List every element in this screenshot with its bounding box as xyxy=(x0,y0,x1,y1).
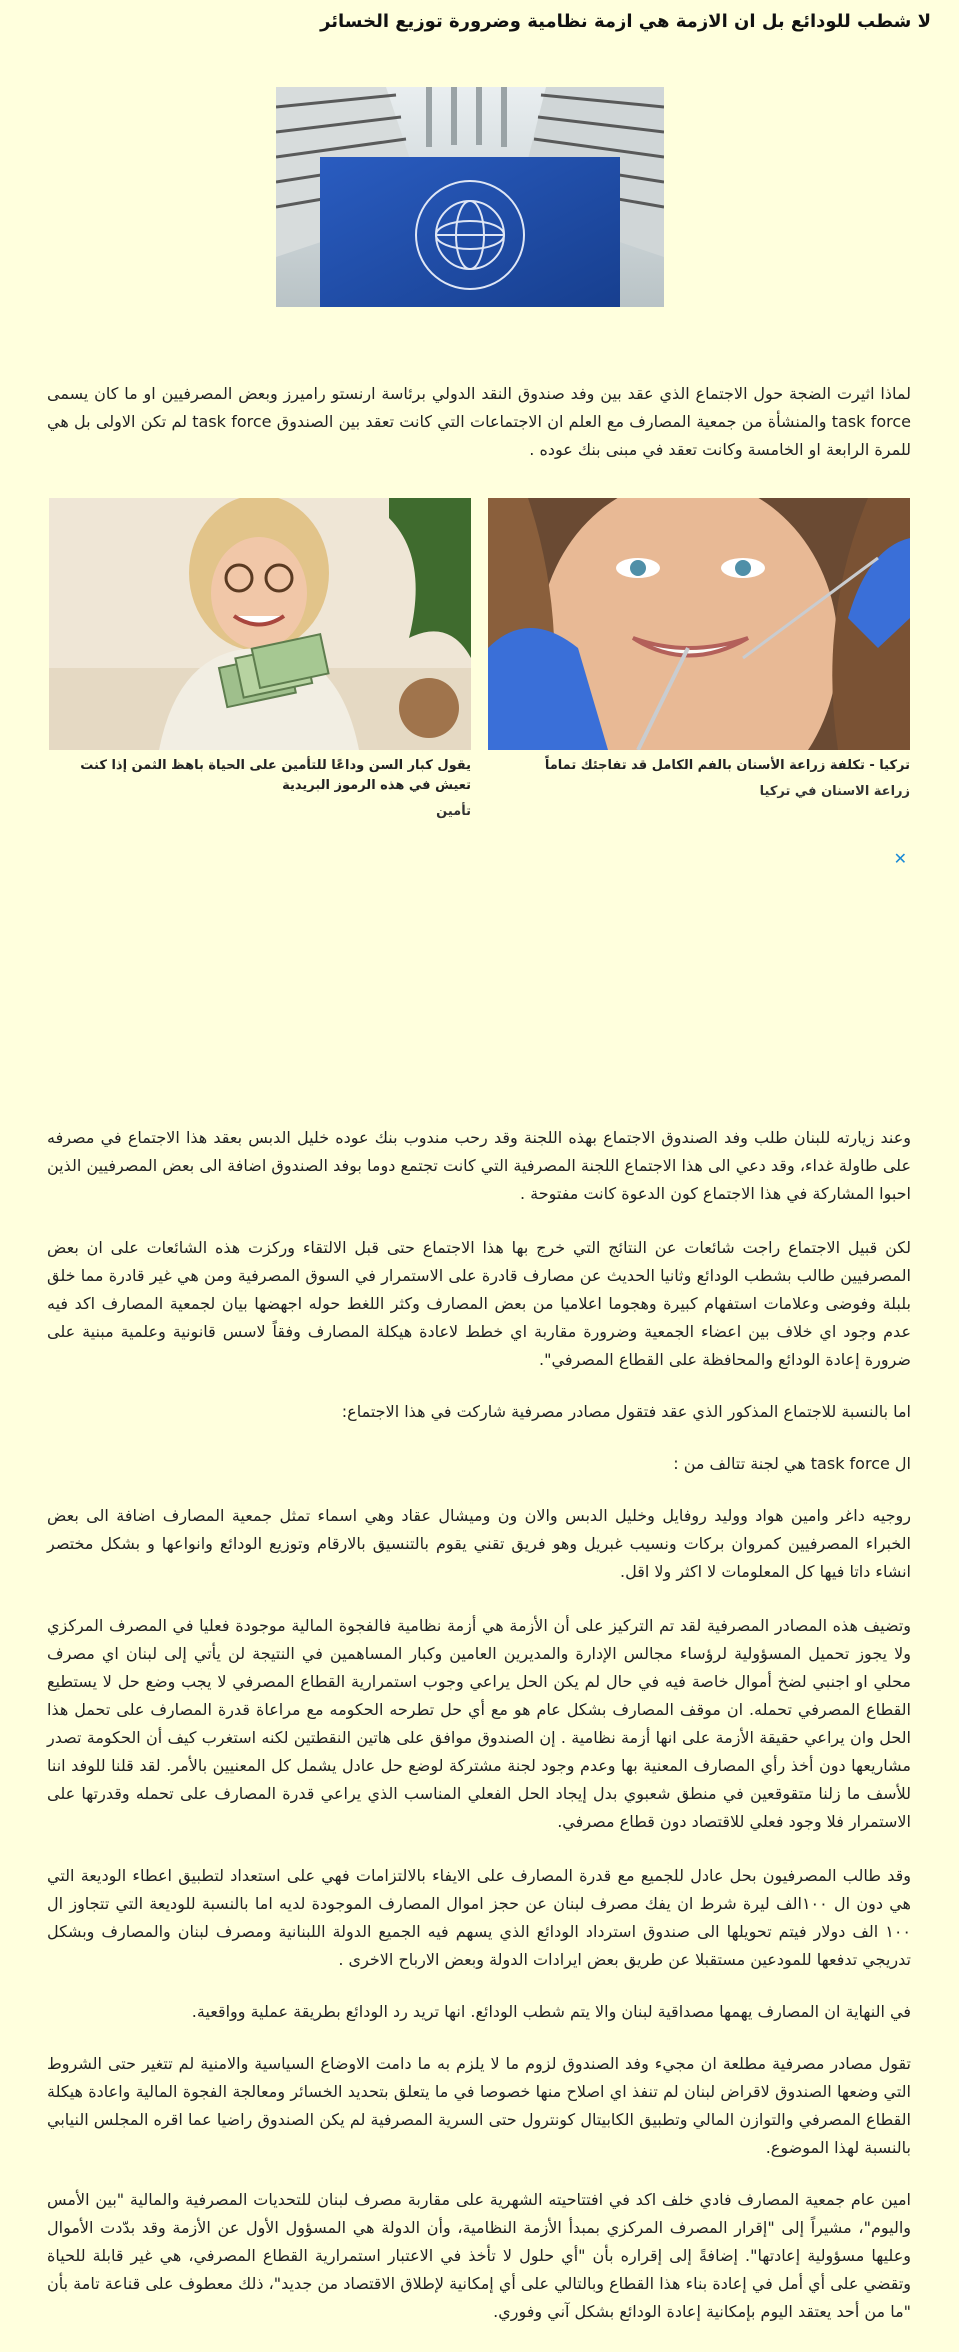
article-paragraph: وقد طالب المصرفيون بحل عادل للجميع مع قدرة المصارف على الايفاء بالالتزامات فهي على استعداد لتطبيق اعطاء الوديعة التي هي دون ال ١٠٠الف ليرة شرط ان يفك مصرف لبنان عن حجز اموال المصارف الموجودة لديه اما بالنسبة للوديعة التي تتجاوز ال ١٠٠ الف دولار فيتم تحويلها الى صندوق استرداد الودائع الذي يسهم فيه الجميع الدولة اللبنانية ومصرف لبنان والمصارف وبشكل تدريجي تدفعها للمودعين مستقبلا عن طريق بعض ايرادات الدولة وبعض الارباح الاخرى . xyxy=(47,1866,911,1969)
ad-card-dental-implants[interactable] xyxy=(488,498,910,802)
ad-image-dental[interactable] xyxy=(488,498,910,750)
article-paragraph: وتضيف هذه المصادر المصرفية لقد تم التركيز على أن الأزمة هي أزمة نظامية فالفجوة المالية موجودة فعليا في المصرف المركزي ولا يجوز تحميل المسؤولية لرؤساء مجالس الإدارة والمديرين العامين وكبار المساهمين في النتيجة لن يأتي إلى لبنان اي مصرف محلي او اجنبي لضخ أموال خاصة فيه في حال لم يكن الحل يراعي وجوب استمرارية القطاع المصرفي لا يجب وضع حل لا يستطيع القطاع المصرفي تحمله. ان موقف المصارف بشكل عام هو مع أي حل تطرحه الحكومه مع مراعاة قدرة المصارف على تحمل هذا الحل وان يراعي حقيقة الأزمة على انها أزمة نظامية . إن الصندوق موافق على هاتين النقطتين لكنه استغرب كيف أن الحكومة تصدر مشاريعها دون أخذ رأي المصارف المعنية بها وعدم وجود لجنة مشتركة لوضع حل عادل يشمل كل المعنيين بالأمر. لقد قلنا للوفد اننا للأسف ما زلنا متقوقعين في منطق شعبوي بدل إيجاد الحل الفعلي المناسب الذي يراعي قدرة المصارف على تحمله وقدرتها على الاستمرار فلا وجود فعلي للاقتصاد دون قطاع مصرفي. xyxy=(47,1616,911,1831)
article-paragraph: اما بالنسبة للاجتماع المذكور الذي عقد فتقول مصادر مصرفية شاركت في هذا الاجتماع: xyxy=(341,1402,911,1421)
article-title: لا شطب للودائع بل ان الازمة هي ازمة نظامية وضرورة توزيع الخسائر xyxy=(320,11,931,32)
article-paragraph: روجيه داغر وامين هواد ووليد روفايل وخليل الدبس والان ون وميشال عقاد وهي اسماء تمثل جمعية المصارف اضافة الى بعض الخبراء المصرفيين كمروان بركات ونسيب غبريل وهو فريق تقني يقوم بالتنسيق بالارقام وتوزيع الودائع وانواعها و بشكل مختصر انشاء داتا فيها كل المعلومات لا اكثر ولا اقل. xyxy=(47,1506,911,1581)
ad-close-icon[interactable]: ✕ xyxy=(893,849,907,868)
article-paragraph: وعند زيارته للبنان طلب وفد الصندوق الاجتماع بهذه اللجنة وقد رحب مندوب بنك عوده خليل الدبس بعقد هذا الاجتماع في مصرفه على طاولة غداء، وقد دعي الى هذا الاجتماع اللجنة المصرفية التي كانت تجتمع دوما بوفد الصندوق اضافة الى بعض المصرفيين الذين احبوا المشاركة في هذا الاجتماع كون الدعوة كانت مفتوحة . xyxy=(47,1128,911,1203)
dental-patient-illustration xyxy=(488,498,910,750)
article-paragraph: لكن قبيل الاجتماع راجت شائعات عن النتائج التي خرج بها هذا الاجتماع حتى قبل الالتقاء وركزت هذه الشائعات على ان بعض المصرفيين طالب بشطب الودائع وثانيا الحديث عن مصارف قادرة على الاستمرار في السوق المصرفية ومن هي غير قادرة مما خلق بلبلة وفوضى وعلامات استفهام كبيرة وهجوما اعلاميا من بعض المصارف وكثر اللغط حوله اجهضها بيان لجمعية المصارف اكد فيه عدم وجود اي خلاف بين اعضاء الجمعية وضرورة مقاربة اي خطط لاعادة هيكلة المصارف وفقاً لاسس قانونية وعلمية مبنية على ضرورة إعادة الودائع والمحافظة على القطاع المصرفي". xyxy=(47,1238,911,1369)
ad-caption-insurance[interactable]: يقول كبار السن وداعًا للتأمين على الحياة باهظ الثمن إذا كنت تعيش في هذه الرموز البريدية xyxy=(80,758,471,793)
hero-image-imf-building xyxy=(276,87,664,307)
article-paragraph: لماذا اثيرت الضجة حول الاجتماع الذي عقد بين وفد صندوق النقد الدولي برئاسة ارنستو راميرز وبعض المصرفيين او ما كان يسمى task force والمنشأة من جمعية المصارف مع العلم ان الاجتماعات التي كانت تعقد بين الصندوق task force لم تكن الاولى بل هي للمرة الرابعة او الخامسة وكانت تعقد في مبنى بنك عوده . xyxy=(47,384,911,459)
senior-woman-money-illustration xyxy=(49,498,471,750)
imf-building-illustration xyxy=(276,87,664,307)
ad-caption-dental[interactable]: تركيا - تكلفة زراعة الأسنان بالفم الكامل قد تفاجئك تماماً xyxy=(544,758,910,773)
article-paragraph: تقول مصادر مصرفية مطلعة ان مجيء وفد الصندوق لزوم ما لا يلزم به ما دامت الاوضاع السياسية والامنية لم تتغير حتى الشروط التي وضعها الصندوق لاقراض لبنان لم تنفذ اي اصلاح منها خصوصا في ما يتعلق بتحديد الخسائر ومعالجة الفجوة المالية واعادة هيكلة القطاع المصرفي والتوازن المالي وتطبيق الكابيتال كونترول حتى السرية المصرفية لم يكن الصندوق راضيا عما اقره المجلس النيابي بالنسبة لهذا الموضوع. xyxy=(47,2054,911,2157)
article-paragraph: في النهاية ان المصارف يهمها مصداقية لبنان والا يتم شطب الودائع. انها تريد رد الودائع بطريقة عملية وواقعية. xyxy=(191,2002,911,2021)
ad-image-insurance[interactable] xyxy=(49,498,471,750)
ad-sponsor-dental[interactable]: زراعة الاسنان في تركيا xyxy=(759,784,910,799)
article-paragraph: ال task force هي لجنة تتالف من : xyxy=(673,1454,911,1473)
ad-sponsor-insurance[interactable]: تأمين xyxy=(436,804,471,819)
ad-card-life-insurance[interactable] xyxy=(49,498,471,822)
article-paragraph: امين عام جمعية المصارف فادي خلف اكد في افتتاحيته الشهرية على مقاربة مصرف لبنان للتحديات المصرفية والمالية "بين الأمس واليوم"، مشيراً إلى "إقرار المصرف المركزي بمبدأ الأزمة النظامية، وأن الدولة هي المسؤول الأول عن الأزمة وقد بدّدت الأموال وعليها مسؤولية إعادتها". إضافةً إلى إقراره بأن "أي حلول لا تأخذ في الاعتبار استمرارية القطاع المصرفي، هي غير قابلة للحياة وتقضي على أي أمل في إعادة بناء هذا القطاع وبالتالي على أي إمكانية لإطلاق الاقتصاد من جديد"، ذلك معطوف على قناعة تامة بأن "ما من أحد يعتقد اليوم بإمكانية إعادة الودائع بشكل آني وفوري. xyxy=(47,2190,911,2321)
